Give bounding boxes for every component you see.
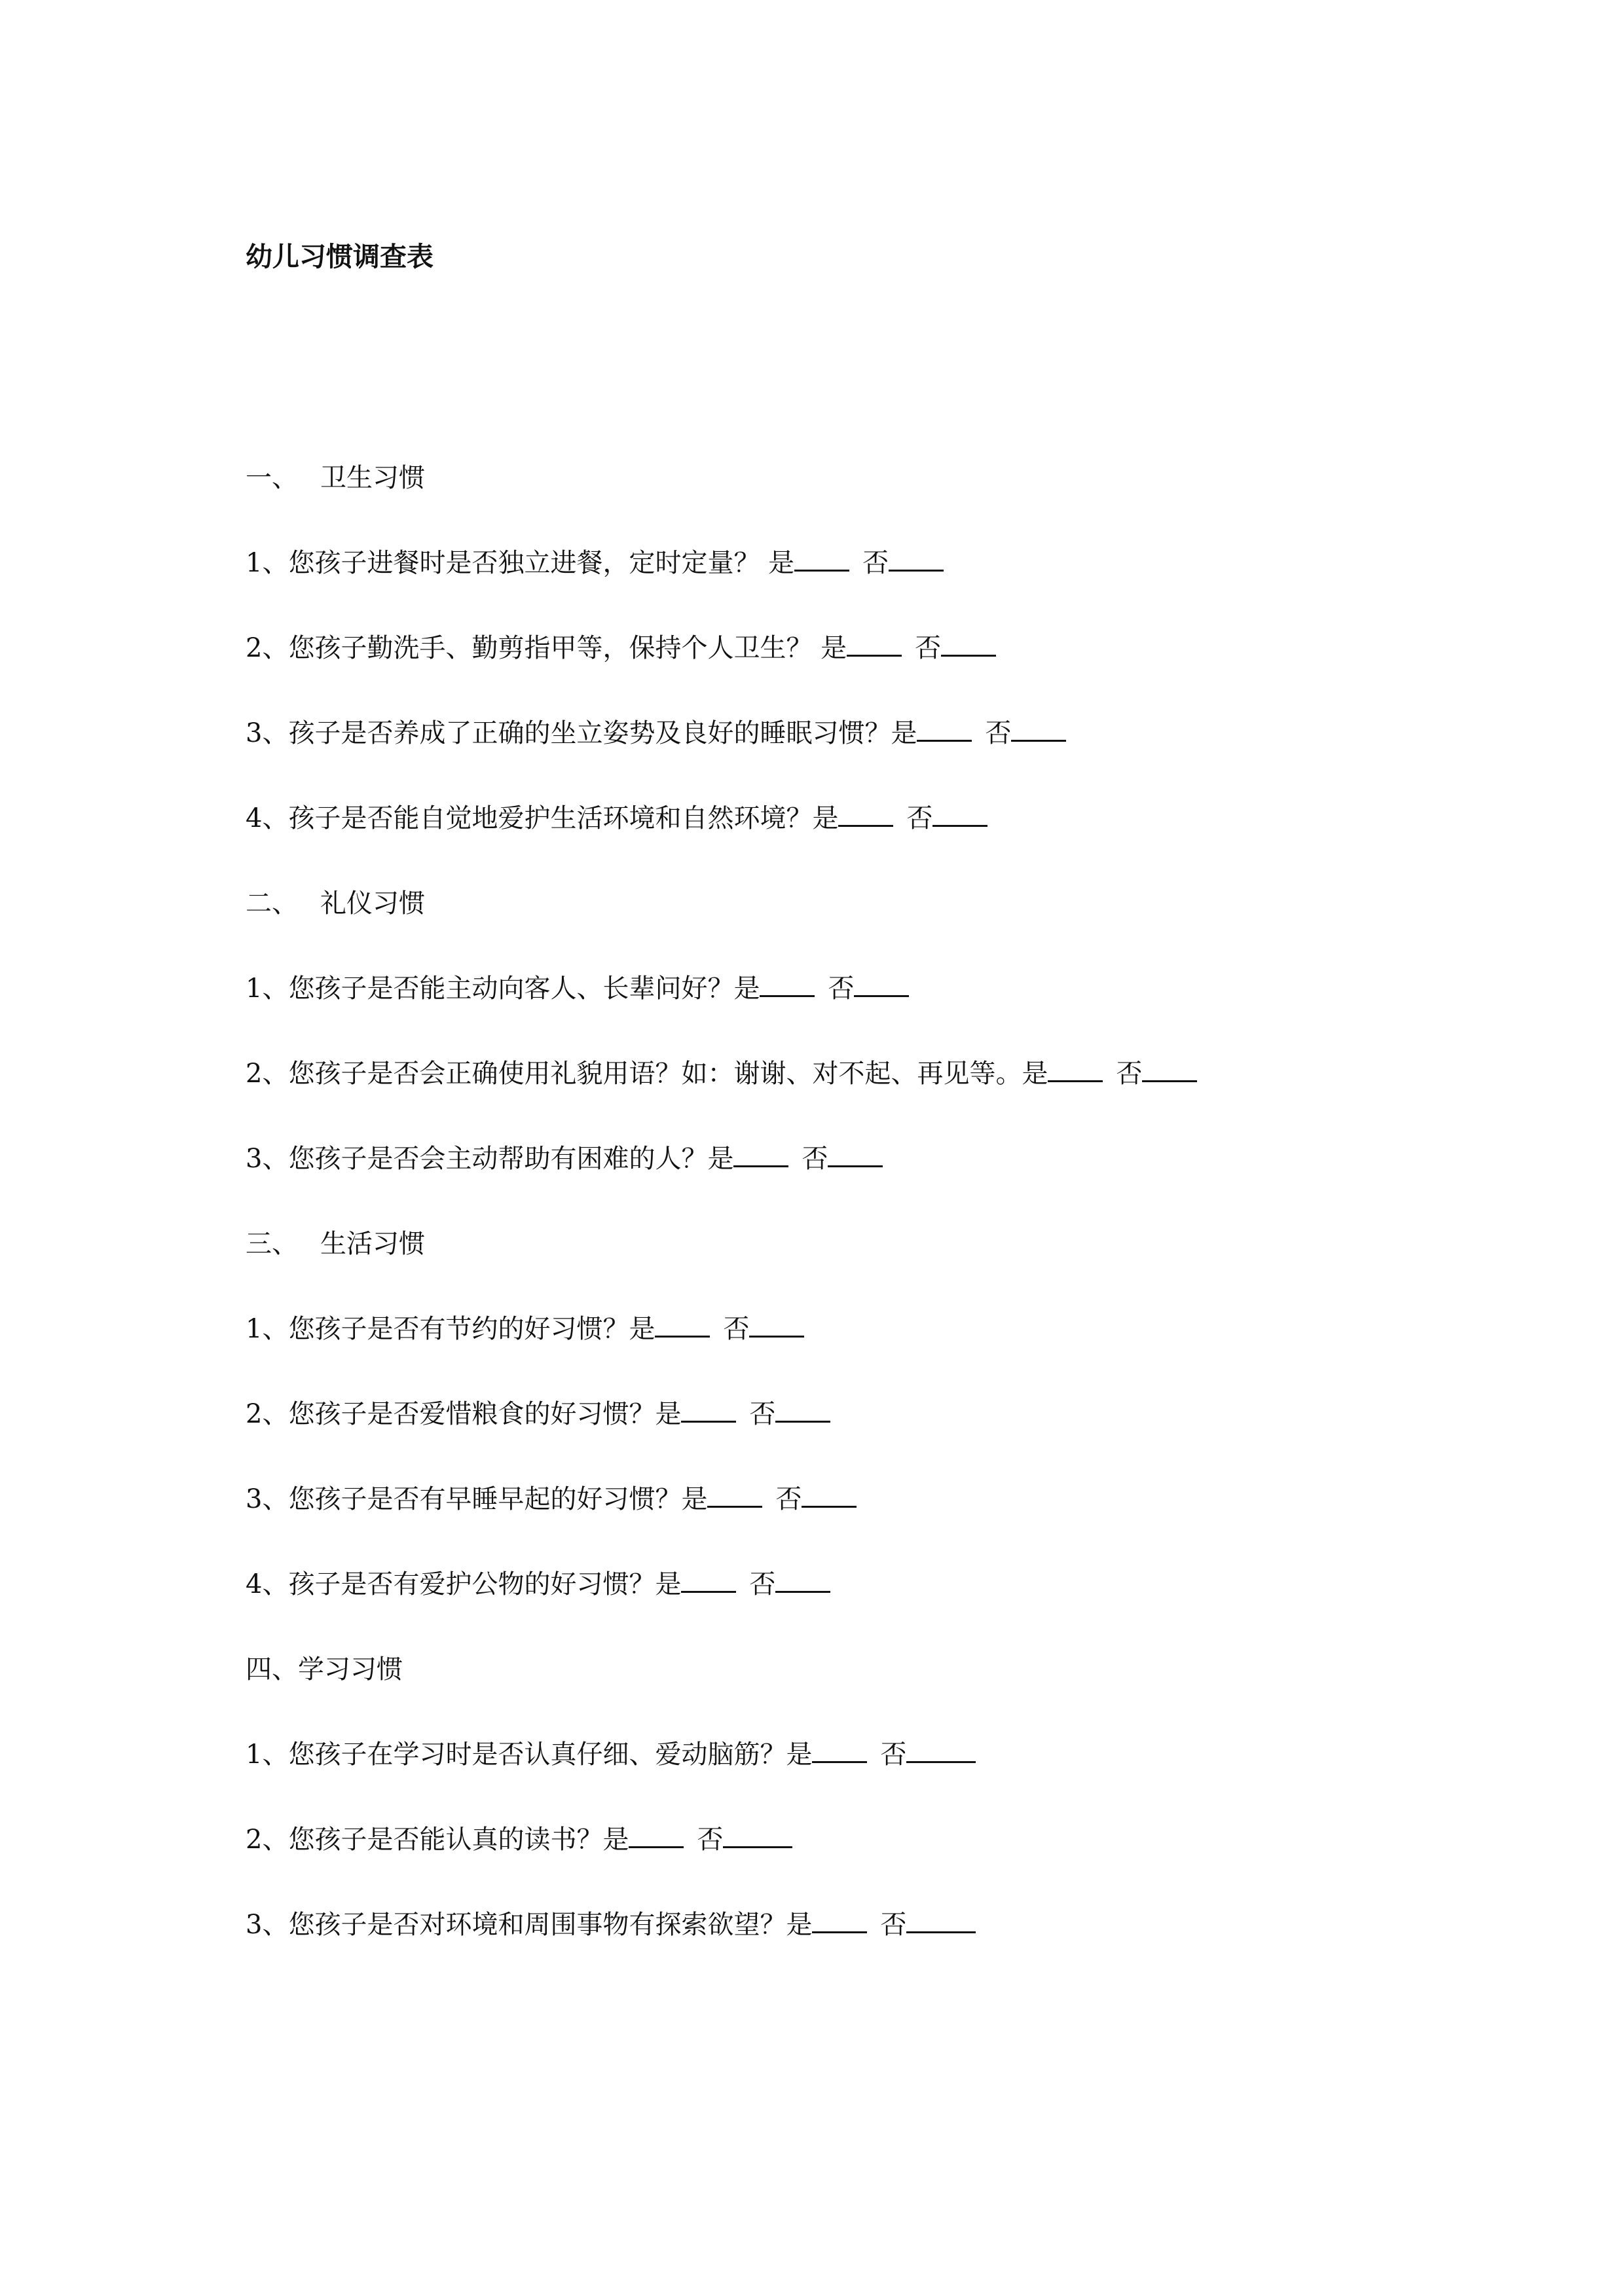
question-item bbox=[246, 1394, 843, 1434]
question-item bbox=[246, 1139, 896, 1178]
section-number: 二、 bbox=[246, 888, 298, 919]
no-answer-blank[interactable] bbox=[1142, 1057, 1197, 1082]
no-label: 否 bbox=[775, 1484, 802, 1514]
yes-answer-blank[interactable] bbox=[681, 1397, 736, 1423]
section-title: 学习习惯 bbox=[298, 1654, 403, 1685]
section-heading-hygiene bbox=[246, 458, 425, 498]
yes-answer-blank[interactable] bbox=[838, 801, 893, 827]
no-label: 否 bbox=[906, 803, 933, 833]
yes-answer-blank[interactable] bbox=[760, 972, 815, 997]
no-answer-blank[interactable] bbox=[941, 631, 996, 657]
yes-label: 是 bbox=[786, 1910, 813, 1940]
yes-answer-blank[interactable] bbox=[812, 1908, 867, 1933]
no-answer-blank[interactable] bbox=[932, 801, 987, 827]
section-number: 四、 bbox=[246, 1654, 298, 1685]
no-label: 否 bbox=[802, 1144, 828, 1174]
section-title: 礼仪习惯 bbox=[320, 888, 425, 919]
no-label: 否 bbox=[828, 974, 855, 1004]
section-heading-daily-life bbox=[246, 1224, 425, 1264]
question-text: 1、您孩子是否有节约的好习惯？ bbox=[246, 1314, 629, 1344]
no-label: 否 bbox=[749, 1399, 776, 1429]
no-answer-blank[interactable] bbox=[889, 546, 944, 572]
yes-answer-blank[interactable] bbox=[1048, 1057, 1103, 1082]
no-answer-blank[interactable] bbox=[906, 1908, 976, 1933]
question-item bbox=[246, 1820, 805, 1859]
yes-label: 是 bbox=[629, 1314, 655, 1344]
question-item bbox=[246, 799, 1001, 838]
question-item bbox=[246, 714, 1079, 753]
section-title: 生活习惯 bbox=[320, 1229, 425, 1259]
yes-answer-blank[interactable] bbox=[812, 1738, 867, 1763]
no-label: 否 bbox=[697, 1825, 724, 1855]
yes-label: 是 bbox=[821, 633, 847, 663]
question-item bbox=[246, 629, 1009, 668]
section-number: 三、 bbox=[246, 1229, 298, 1259]
question-text: 3、孩子是否养成了正确的坐立姿势及良好的睡眠习惯？ bbox=[246, 718, 891, 748]
question-text: 1、您孩子是否能主动向客人、长辈问好？ bbox=[246, 974, 734, 1004]
question-text: 1、您孩子进餐时是否独立进餐，定时定量？ bbox=[246, 548, 769, 578]
question-item bbox=[246, 1054, 1210, 1093]
yes-answer-blank[interactable] bbox=[733, 1142, 788, 1167]
section-number: 一、 bbox=[246, 463, 298, 493]
no-answer-blank[interactable] bbox=[1011, 716, 1066, 742]
question-text: 3、您孩子是否对环境和周围事物有探索欲望？ bbox=[246, 1910, 786, 1940]
yes-label: 是 bbox=[655, 1569, 682, 1599]
no-label: 否 bbox=[862, 548, 889, 578]
question-text: 3、您孩子是否会主动帮助有困难的人？ bbox=[246, 1144, 708, 1174]
yes-label: 是 bbox=[1022, 1059, 1048, 1089]
yes-answer-blank[interactable] bbox=[629, 1823, 684, 1848]
section-title: 卫生习惯 bbox=[320, 463, 425, 493]
section-heading-etiquette bbox=[246, 884, 425, 923]
question-text: 1、您孩子在学习时是否认真仔细、爱动脑筋？ bbox=[246, 1740, 786, 1770]
no-label: 否 bbox=[915, 633, 942, 663]
no-label: 否 bbox=[880, 1910, 907, 1940]
question-item bbox=[246, 543, 957, 583]
no-answer-blank[interactable] bbox=[723, 1823, 792, 1848]
question-text: 4、孩子是否能自觉地爱护生活环境和自然环境？ bbox=[246, 803, 813, 833]
question-item bbox=[246, 1735, 989, 1774]
no-label: 否 bbox=[880, 1740, 907, 1770]
question-text: 2、您孩子是否能认真的读书？ bbox=[246, 1825, 603, 1855]
no-label: 否 bbox=[985, 718, 1012, 748]
yes-answer-blank[interactable] bbox=[847, 631, 902, 657]
question-text: 4、孩子是否有爱护公物的好习惯？ bbox=[246, 1569, 655, 1599]
yes-label: 是 bbox=[707, 1144, 734, 1174]
yes-label: 是 bbox=[812, 803, 839, 833]
yes-answer-blank[interactable] bbox=[655, 1312, 710, 1338]
yes-label: 是 bbox=[891, 718, 917, 748]
no-label: 否 bbox=[1116, 1059, 1143, 1089]
yes-label: 是 bbox=[655, 1399, 682, 1429]
yes-label: 是 bbox=[733, 974, 760, 1004]
no-answer-blank[interactable] bbox=[854, 972, 909, 997]
yes-answer-blank[interactable] bbox=[917, 716, 972, 742]
question-item bbox=[246, 1905, 989, 1944]
yes-label: 是 bbox=[786, 1740, 813, 1770]
no-answer-blank[interactable] bbox=[828, 1142, 883, 1167]
question-item bbox=[246, 1480, 870, 1519]
yes-label: 是 bbox=[602, 1825, 629, 1855]
no-answer-blank[interactable] bbox=[802, 1482, 857, 1508]
question-text: 2、您孩子勤洗手、勤剪指甲等，保持个人卫生？ bbox=[246, 633, 821, 663]
no-answer-blank[interactable] bbox=[775, 1567, 830, 1593]
question-text: 2、您孩子是否会正确使用礼貌用语？如：谢谢、对不起、再见等。 bbox=[246, 1059, 1022, 1089]
section-heading-study bbox=[246, 1650, 403, 1689]
question-item bbox=[246, 1309, 817, 1349]
document-title: 幼儿习惯调查表 bbox=[246, 241, 434, 272]
question-item bbox=[246, 1565, 843, 1604]
no-answer-blank[interactable] bbox=[749, 1312, 804, 1338]
no-answer-blank[interactable] bbox=[775, 1397, 830, 1423]
no-label: 否 bbox=[749, 1569, 776, 1599]
yes-answer-blank[interactable] bbox=[681, 1567, 736, 1593]
question-item bbox=[246, 969, 922, 1008]
yes-answer-blank[interactable] bbox=[794, 546, 849, 572]
yes-label: 是 bbox=[768, 548, 795, 578]
yes-label: 是 bbox=[681, 1484, 708, 1514]
no-label: 否 bbox=[723, 1314, 750, 1344]
no-answer-blank[interactable] bbox=[906, 1738, 976, 1763]
question-text: 2、您孩子是否爱惜粮食的好习惯？ bbox=[246, 1399, 655, 1429]
yes-answer-blank[interactable] bbox=[707, 1482, 762, 1508]
question-text: 3、您孩子是否有早睡早起的好习惯？ bbox=[246, 1484, 682, 1514]
